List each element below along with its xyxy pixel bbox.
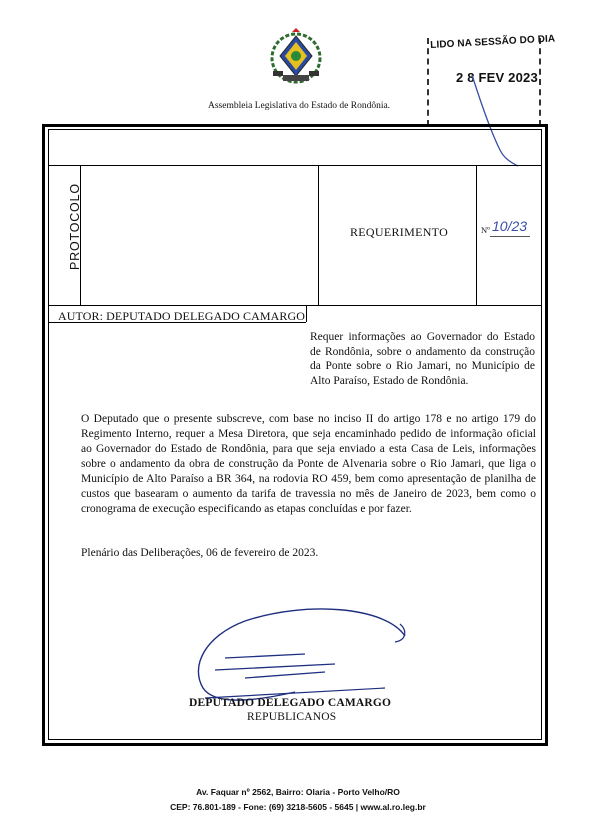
stamp-title: LIDO NA SESSÃO DO DIA — [430, 33, 556, 51]
footer-contact: CEP: 76.801-189 - Fone: (69) 3218-5605 - 5645 | www.al.ro.leg.br — [170, 802, 426, 812]
author-top-divider — [48, 305, 542, 306]
handwritten-signature — [185, 596, 415, 708]
author-line: AUTOR: DEPUTADO DELEGADO CAMARGO — [58, 309, 306, 323]
request-body: O Deputado que o presente subscreve, com base no inciso II do artigo 178 e no artigo 179 do Regimento Interno, requer a Mesa Diretora, que seja encaminhado pedido de informação oficial ao Governador do Estado de Rondônia, para que seja enviado a esta Casa de Leis, informações sobre o andamento da obra de construção da Ponte de Alvenaria sobre o Rio Jamari, que liga o Município de Alto Paraíso a BR 364, na rodovia RO 459, bem como apresentação de planilha de custos que basearam o aumento da tarifa de travessia no mês de Janeiro de 2023, bem como o cronograma de execução especificando as etapas concluídas e por fazer. — [81, 413, 536, 515]
footer-address: Av. Faquar nº 2562, Bairro: Olaria - Porto Velho/RO — [196, 787, 400, 797]
date-line: Plenário das Deliberações, 06 de fevereiro de 2023. — [81, 547, 319, 559]
signer-party: REPUBLICANOS — [247, 711, 337, 723]
document-type: REQUERIMENTO — [350, 225, 449, 239]
number-underline — [490, 236, 530, 237]
number-column-divider — [476, 165, 477, 305]
document-number: 10/23 — [492, 218, 528, 234]
assembly-name: Assembleia Legislativa do Estado de Rondônia. — [208, 101, 391, 111]
state-crest-icon — [265, 28, 327, 88]
header-divider — [48, 165, 542, 166]
signer-name: DEPUTADO DELEGADO CAMARGO — [189, 697, 392, 709]
type-column-divider — [318, 165, 319, 305]
stamp-date: 2 8 FEV 2023 — [456, 70, 538, 85]
protocol-label: PROTOCOLO — [68, 183, 82, 270]
request-summary: Requer informações ao Governador do Estado de Rondônia, sobre o andamento da construção da Ponte sobre o Rio Jamari, no Município de Alto Paraíso, Estado de Rondônia. — [310, 331, 535, 387]
number-label: Nº — [481, 225, 490, 235]
author-right-divider — [306, 305, 307, 322]
